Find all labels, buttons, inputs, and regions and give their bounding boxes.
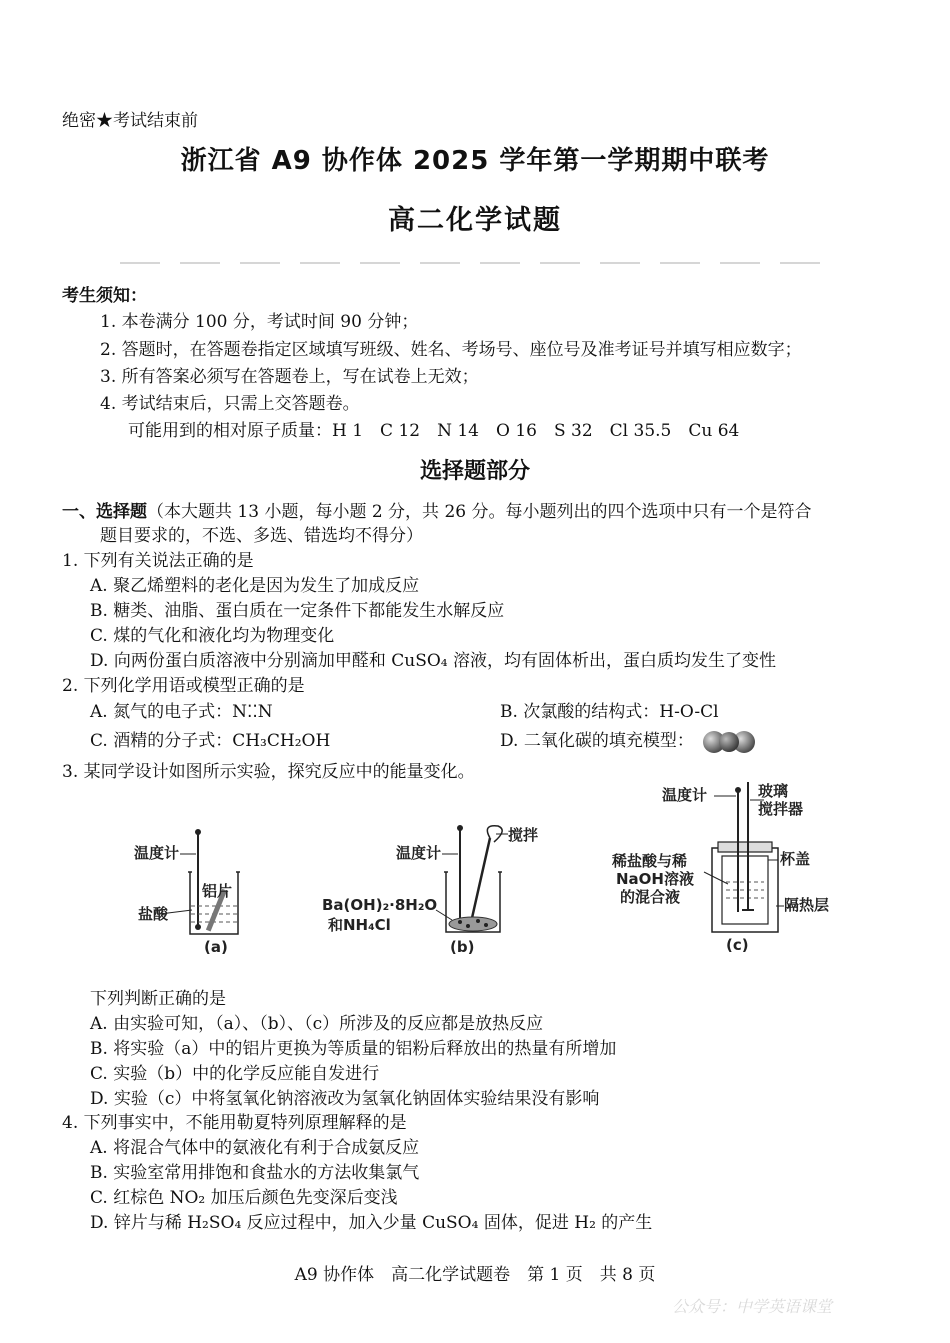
fig-b-caption: (b) (450, 938, 475, 956)
notice-item-1: 1. 本卷满分 100 分，考试时间 90 分钟； (100, 312, 419, 332)
figure-a (130, 826, 250, 958)
fig-a-acid-label: 盐酸 (138, 905, 169, 923)
notice-item-4: 4. 考试结束后，只需上交答题卷。 (100, 394, 360, 414)
fig-c-mix-label-2: NaOH溶液 (616, 870, 694, 888)
q2-option-d-text: D. 二氧化碳的填充模型： (500, 731, 694, 751)
part-label: 一、选择题 (62, 502, 147, 522)
fig-c-stirrer-label-2: 搅拌器 (758, 800, 804, 818)
figure-b (318, 820, 550, 960)
q2-option-a: A. 氮气的电子式：N⁚⁚N (90, 702, 273, 722)
fig-c-stirrer-label-1: 玻璃 (758, 782, 789, 800)
figure-c (608, 778, 848, 960)
q3-stem: 3. 某同学设计如图所示实验，探究反应中的能量变化。 (62, 762, 475, 782)
header-divider (120, 262, 840, 264)
section-heading: 选择题部分 (419, 459, 530, 484)
q1-stem: 1. 下列有关说法正确的是 (62, 551, 254, 571)
q3-option-d: D. 实验（c）中将氢氧化钠溶液改为氢氧化钠固体实验结果没有影响 (90, 1089, 600, 1109)
page-footer: A9 协作体 高二化学试题卷 第 1 页 共 8 页 (294, 1265, 656, 1285)
fig-c-insulation-label: 隔热层 (784, 896, 830, 914)
q1-option-c: C. 煤的气化和液化均为物理变化 (90, 626, 335, 646)
notice-item-2: 2. 答题时，在答题卷指定区域填写班级、姓名、考场号、座位号及准考证号并填写相应数字； (100, 340, 802, 360)
watermark: 公众号：中学英语课堂 (672, 1297, 833, 1316)
notice-item-3: 3. 所有答案必须写在答题卷上，写在试卷上无效； (100, 367, 479, 387)
confidential-label: 绝密★考试结束前 (62, 111, 198, 131)
q3-judge: 下列判断正确的是 (90, 989, 226, 1009)
exam-title: 浙江省 A9 协作体 2025 学年第一学期期中联考 (180, 146, 770, 176)
q2-option-b: B. 次氯酸的结构式：H-O-Cl (500, 702, 719, 722)
fig-a-caption: (a) (204, 938, 228, 956)
fig-b-reagent-1: Ba(OH)₂·8H₂O (322, 896, 438, 914)
fig-c-mix-label-1: 稀盐酸与稀 (612, 852, 688, 870)
fig-c-lid-label: 杯盖 (780, 850, 811, 868)
q1-option-b: B. 糖类、油脂、蛋白质在一定条件下都能发生水解反应 (90, 601, 505, 621)
fig-b-thermometer-label: 温度计 (396, 844, 442, 862)
q3-option-c: C. 实验（b）中的化学反应能自发进行 (90, 1064, 380, 1084)
part-desc-1: （本大题共 13 小题，每小题 2 分，共 26 分。每小题列出的四个选项中只有一个是符合 (147, 502, 812, 522)
part-description (62, 497, 812, 522)
q2-stem: 2. 下列化学用语或模型正确的是 (62, 676, 305, 696)
atomic-mass-line: 可能用到的相对原子质量：H 1 C 12 N 14 O 16 S 32 Cl 35.5 Cu 64 (128, 421, 740, 441)
fig-b-reagent-2: 和NH₄Cl (328, 916, 391, 934)
q4-option-b: B. 实验室常用排饱和食盐水的方法收集氯气 (90, 1163, 420, 1183)
fig-b-stir-label: 搅拌 (508, 826, 539, 844)
fig-c-thermometer-label: 温度计 (662, 786, 708, 804)
fig-c-mix-label-3: 的混合液 (620, 888, 681, 906)
q2-option-c: C. 酒精的分子式：CH₃CH₂OH (90, 731, 331, 751)
q1-option-a: A. 聚乙烯塑料的老化是因为发生了加成反应 (90, 576, 420, 596)
q4-option-a: A. 将混合气体中的氨液化有利于合成氨反应 (90, 1138, 420, 1158)
q1-option-d: D. 向两份蛋白质溶液中分别滴加甲醛和 CuSO₄ 溶液，均有固体析出，蛋白质均发生了变性 (90, 651, 776, 671)
part-desc-2: 题目要求的，不选、多选、错选均不得分） (100, 526, 423, 546)
co2-space-filling-model-icon (703, 727, 755, 757)
exam-subtitle: 高二化学试题 (388, 205, 562, 236)
q4-stem: 4. 下列事实中，不能用勒夏特列原理解释的是 (62, 1113, 407, 1133)
q3-option-b: B. 将实验（a）中的铝片更换为等质量的铝粉后释放出的热量有所增加 (90, 1039, 617, 1059)
fig-a-foil-label: 铝片 (202, 882, 233, 900)
q3-option-a: A. 由实验可知，（a）、（b）、（c）所涉及的反应都是放热反应 (90, 1014, 544, 1034)
fig-a-thermometer-label: 温度计 (134, 844, 180, 862)
q4-option-c: C. 红棕色 NO₂ 加压后颜色先变深后变浅 (90, 1188, 398, 1208)
notice-heading: 考生须知： (62, 286, 147, 306)
fig-c-caption: (c) (726, 936, 749, 954)
q4-option-d: D. 锌片与稀 H₂SO₄ 反应过程中，加入少量 CuSO₄ 固体，促进 H₂ 的产生 (90, 1213, 653, 1233)
q2-option-d (500, 726, 755, 757)
